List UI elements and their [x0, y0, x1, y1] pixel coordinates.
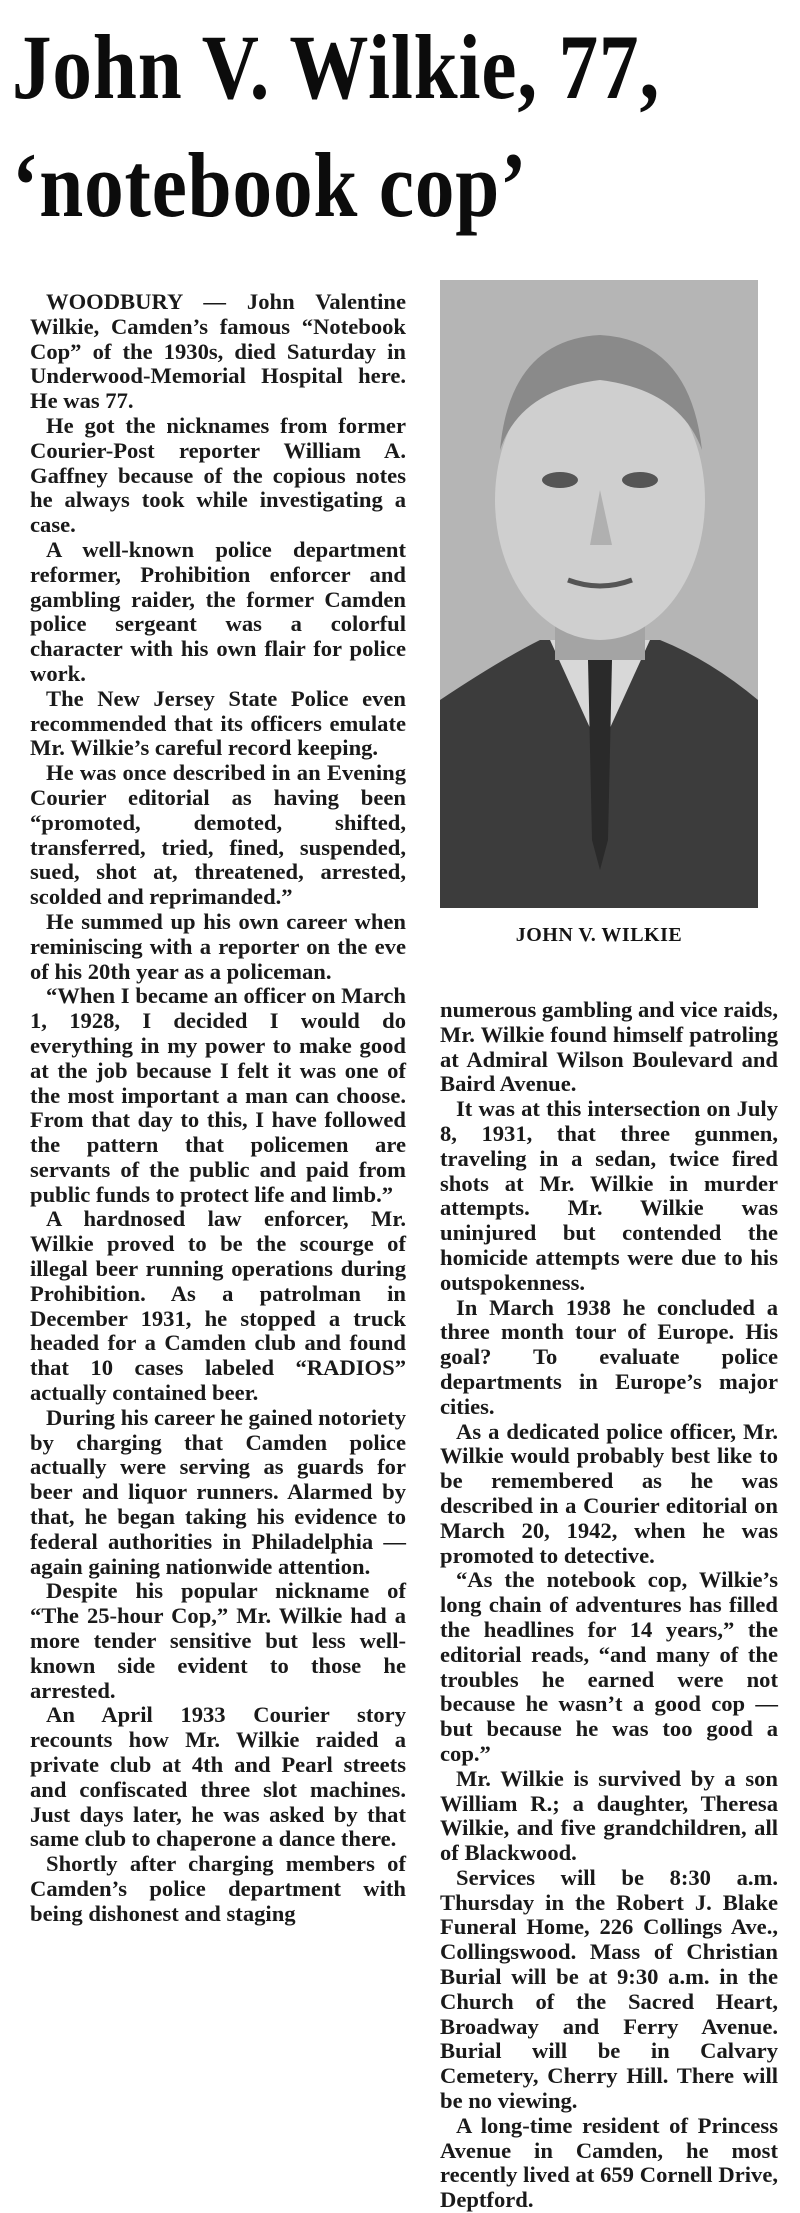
paragraph: A hardnosed law enforcer, Mr. Wilkie proved to be the scourge of illegal beer running operations during Prohibition. As a patrolman in December 1931, he stopped a truck headed for a Camden club and found that 10 cases labeled “RADIOS” actually contained beer.: [30, 1206, 406, 1406]
headline-line-1: John V. Wilkie, 77,: [12, 16, 661, 118]
paragraph: As a dedicated police officer, Mr. Wilkie would probably best like to be remembered as he was described in a Courier editorial on March 20, 1942, when he was promoted to detective.: [440, 1418, 778, 1568]
paragraph: In March 1938 he concluded a three month tour of Europe. His goal? To evaluate police departments in Europe’s major cities.: [440, 1294, 778, 1419]
photo-caption: JOHN V. WILKIE: [515, 924, 683, 946]
article-column-left: [30, 290, 406, 1927]
paragraph: Services will be 8:30 a.m. Thursday in the Robert J. Blake Funeral Home, 226 Collings Ave., Collingswood. Mass of Christian Burial will be at 9:30 a.m. in the Church of the Sacred Heart, Broadway and Ferry Avenue. Burial will be in Calvary Cemetery, Cherry Hill. There will be no viewing.: [440, 1864, 778, 2114]
paragraph: WOODBURY — John Valentine Wilkie, Camden’s famous “Notebook Cop” of the 1930s, died Saturday in Underwood-Memorial Hospital here. He was 77.: [30, 289, 406, 414]
paragraph: A well-known police department reformer, Prohibition enforcer and gambling raider, the former Camden police sergeant was a colorful character with his own flair for police work.: [30, 536, 406, 686]
paragraph: During his career he gained notoriety by charging that Camden police actually were serving as guards for beer and liquor runners. Alarmed by that, he began taking his evidence to federal authorities in Philadelphia — again gaining nationwide attention.: [30, 1404, 407, 1579]
paragraph: “When I became an officer on March 1, 1928, I decided I would do everything in my power to make good at the job because I felt it was one of the most important a man can choose. From that day to this, I have followed the pattern that policemen are servants of the public and paid from public funds to protect life and limb.”: [30, 983, 406, 1207]
paragraph: He was once described in an Evening Courier editorial as having been “promoted, demoted, shifted, transferred, tried, fined, suspended, sued, shot at, threatened, arrested, scolded and reprimanded.”: [30, 760, 406, 910]
paragraph: numerous gambling and vice raids, Mr. Wilkie found himself patroling at Admiral Wilson Boulevard and Baird Avenue.: [440, 997, 778, 1097]
paragraph: An April 1933 Courier story recounts how Mr. Wilkie raided a private club at 4th and Pearl streets and confiscated three slot machines. Just days later, he was asked by that same club to chaperone a dance there.: [30, 1702, 406, 1852]
portrait-icon: [440, 280, 758, 908]
headline-line-2: ‘notebook cop’: [12, 134, 528, 236]
paragraph: The New Jersey State Police even recommended that its officers emulate Mr. Wilkie’s careful record keeping.: [30, 685, 406, 761]
paragraph: He got the nicknames from former Courier-Post reporter William A. Gaffney because of the copious notes he always took while investigating a case.: [30, 412, 406, 538]
paragraph: Mr. Wilkie is survived by a son William R.; a daughter, Theresa Wilkie, and five grandchildren, all of Blackwood.: [440, 1765, 778, 1866]
paragraph: Shortly after charging members of Camden’s police department with being dishonest and staging: [30, 1851, 406, 1926]
paragraph: “As the notebook cop, Wilkie’s long chain of adventures has filled the headlines for 14 years,” the editorial reads, “and many of the troubles he earned were not because he wasn’t a good cop — but because he was too good a cop.”: [440, 1567, 778, 1766]
paragraph: He summed up his own career when reminiscing with a reporter on the eve of his 20th year as a policeman.: [30, 908, 406, 984]
article-column-right: [440, 998, 778, 2213]
paragraph: Despite his popular nickname of “The 25-hour Cop,” Mr. Wilkie had a more tender sensitive but less well-known side evident to those he arrested.: [30, 1578, 406, 1703]
paragraph: A long-time resident of Princess Avenue in Camden, he most recently lived at 659 Cornell Drive, Deptford.: [440, 2112, 778, 2213]
portrait-photo: [440, 280, 758, 908]
headline: [12, 8, 666, 244]
paragraph: It was at this intersection on July 8, 1931, that three gunmen, traveling in a sedan, twice fired shots at Mr. Wilkie in murder attempts. Mr. Wilkie was uninjured but contended the homicide attempts were due to his outspokenness.: [440, 1096, 778, 1295]
